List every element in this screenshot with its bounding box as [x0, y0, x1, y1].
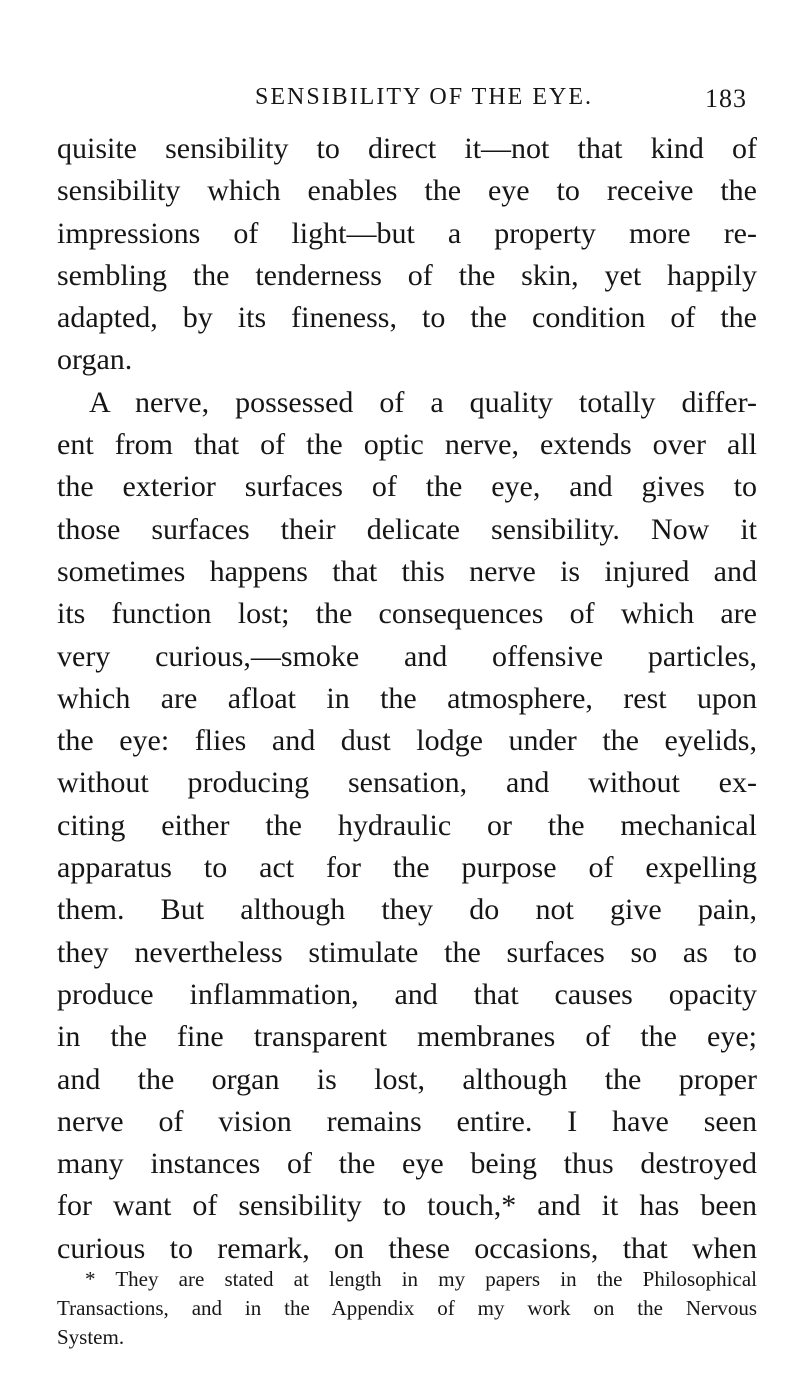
text-line: curious to remark, on these occasions, that when	[57, 1231, 757, 1265]
text-line: without producing sensation, and without ex-	[57, 766, 757, 800]
text-line: them. But although they do not give pain,	[57, 893, 757, 927]
body-text	[57, 128, 757, 1270]
text-line: sometimes happens that this nerve is injured and	[57, 554, 757, 588]
text-line: impressions of light—but a property more re-	[57, 216, 757, 250]
running-title: SENSIBILITY OF THE EYE.	[255, 84, 593, 110]
text-line: those surfaces their delicate sensibility. Now it	[57, 512, 757, 546]
text-line: sembling the tenderness of the skin, yet happily	[57, 258, 757, 292]
text-line: quisite sensibility to direct it—not that kind of	[57, 132, 757, 165]
text-line: and the organ is lost, although the proper	[57, 1062, 757, 1096]
text-line: they nevertheless stimulate the surfaces so as to	[57, 935, 757, 969]
text-line: for want of sensibility to touch,* and it has been	[57, 1189, 757, 1223]
text-line: produce inflammation, and that causes opacity	[57, 977, 757, 1011]
running-head	[0, 84, 800, 120]
footnote	[57, 1265, 757, 1352]
text-line: the exterior surfaces of the eye, and gives to	[57, 470, 757, 504]
footnote-line: * They are stated at length in my papers in the Philosophical	[85, 1267, 757, 1291]
text-line: which are afloat in the atmosphere, rest upon	[57, 681, 757, 715]
text-line: apparatus to act for the purpose of expelling	[57, 851, 757, 885]
text-line: its function lost; the consequences of which are	[57, 597, 757, 631]
text-line: citing either the hydraulic or the mechanical	[57, 808, 757, 842]
text-line: nerve of vision remains entire. I have seen	[57, 1104, 757, 1138]
footnote-line: Transactions, and in the Appendix of my work on the Nervous	[57, 1296, 757, 1320]
text-line: many instances of the eye being thus destroyed	[57, 1147, 757, 1181]
text-line: ent from that of the optic nerve, extends over all	[57, 428, 757, 462]
text-line: very curious,—smoke and offensive particles,	[57, 639, 757, 673]
text-line: adapted, by its fineness, to the condition of the	[57, 301, 757, 335]
text-line: organ.	[57, 343, 133, 377]
paragraph-start-line: A nerve, possessed of a quality totally differ-	[89, 385, 757, 419]
text-line: sensibility which enables the eye to receive the	[57, 174, 757, 208]
footnote-line: System.	[57, 1325, 125, 1349]
page-number: 183	[705, 84, 747, 113]
text-line: the eye: flies and dust lodge under the eyelids,	[57, 724, 757, 758]
text-line: in the fine transparent membranes of the eye;	[57, 1020, 757, 1054]
